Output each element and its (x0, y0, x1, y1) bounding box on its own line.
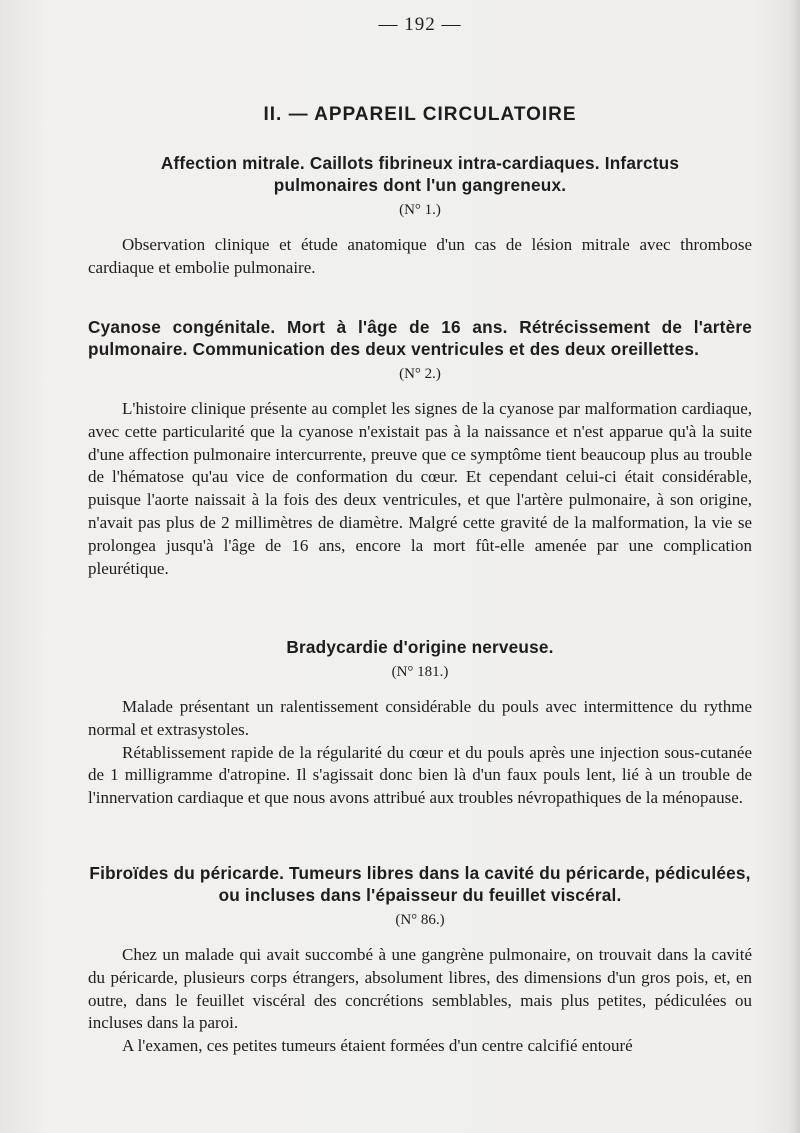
section-paragraph: Rétablissement rapide de la régularité du cœur et du pouls après une injection sous-cutanée de 1 milligramme d'atropine. Il s'agissait donc bien là d'un faux pouls lent, lié à un trouble de l'innervation cardiaque et que nous avons attribué aux troubles névropathiques de la ménopause. (88, 742, 752, 808)
section-paragraph: Observation clinique et étude anatomique d'un cas de lésion mitrale avec thrombose cardiaque et embolie pulmonaire. (88, 235, 752, 277)
section-number: (N° 1.) (399, 202, 441, 218)
section-number: (N° 86.) (395, 912, 445, 928)
section-mitral (88, 152, 752, 280)
page-number: — 192 — (378, 14, 462, 35)
section-paragraph: A l'examen, ces petites tumeurs étaient formées d'un centre calcifié entouré (122, 1036, 633, 1056)
section-number: (N° 2.) (399, 366, 441, 382)
section-title: Affection mitrale. Caillots fibrineux intra-cardiaques. Infarctus pulmonaires dont l'un gangreneux. (160, 153, 680, 195)
section-title: Fibroïdes du péricarde. Tumeurs libres dans la cavité du péricarde, pédiculées, ou incluses dans l'épaisseur du feuillet viscéral. (89, 863, 751, 905)
section-paragraph: Chez un malade qui avait succombé à une gangrène pulmonaire, on trouvait dans la cavité du péricarde, plusieurs corps étrangers, absolument libres, des dimensions d'un gros pois, et, en outre, dans le feuillet viscéral des concrétions semblables, mais plus petites, pédiculées ou incluses dans la paroi. (88, 945, 752, 1033)
section-title: Bradycardie d'origine nerveuse. (286, 637, 554, 657)
section-paragraph: Malade présentant un ralentissement considérable du pouls avec intermittence du rythme normal et extrasystoles. (88, 697, 752, 739)
section-bradycardie (88, 636, 752, 810)
section-paragraph: L'histoire clinique présente au complet les signes de la cyanose par malformation cardiaque, avec cette particularité que la cyanose n'existait pas à la naissance et n'est apparue qu'à la suite d'une affection pulmonaire intercurrente, preuve que ce symptôme tient beaucoup plus au trouble de l'hématose qu'au vice de conformation du cœur. Et cependant celui-ci était considérable, puisque l'aorte naissait à la fois des deux ventricules, et que l'artère pulmonaire, à son origine, n'avait pas plus de 2 millimètres de diamètre. Malgré cette gravité de la malformation, la vie se prolongea jusqu'à l'âge de 16 ans, encore la mort fût-elle amenée par une complication pleurétique. (88, 399, 752, 578)
section-fibroides (88, 862, 752, 1058)
section-cyanose (88, 316, 752, 580)
chapter-title: II. — APPAREIL CIRCULATOIRE (263, 104, 577, 125)
section-number: (N° 181.) (391, 664, 449, 680)
page-edge-shadow (790, 0, 800, 1133)
section-title: Cyanose congénitale. Mort à l'âge de 16 ans. Rétrécissement de l'artère pulmonaire. Communication des deux ventricules et des deux oreillettes. (88, 317, 752, 359)
